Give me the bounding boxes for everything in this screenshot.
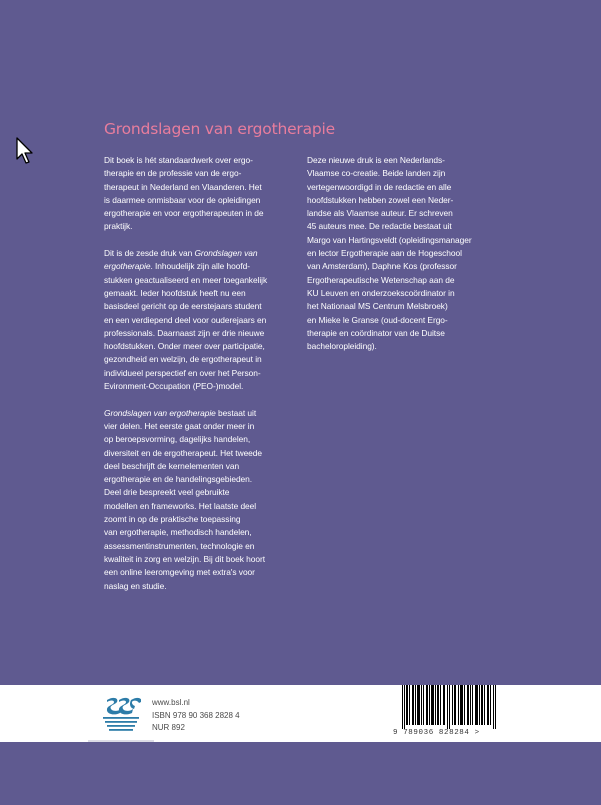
structure-title-italic: Grondslagen van ergotherapie xyxy=(104,407,216,418)
isbn-number: ISBN 978 90 368 2828 4 xyxy=(152,710,240,720)
structure-paragraph xyxy=(104,407,291,593)
publisher-footer xyxy=(0,685,601,742)
left-text-column xyxy=(104,154,291,606)
publication-info xyxy=(152,697,240,735)
edition-body: . Inhoudelijk zijn alle hoofd- stukken geactualiseerd en meer toegankelijk gemaakt. Ieder hoofdstuk heeft nu een basisdeel gericht op de eerstejaars student en een verdiepend deel voor ouderejaars en professionals. Daarnaast zijn er drie nieuwe hoofdstukken. Onder meer over participatie, gezondheid en welzijn, de ergotherapeut in individueel perspectief en over het Person- Evironment-Occupation (PEO-)model. xyxy=(104,261,268,392)
intro-paragraph: Dit boek is hét standaardwerk over ergo- therapie en de professie van de ergo- therapeut in Nederland en Vlaanderen. Het is daarmee onmisbaar voor de opleidingen ergotherapie en voor ergotherapeuten in de praktijk. xyxy=(104,155,264,232)
structure-body: bestaat uit vier delen. Het eerste gaat onder meer in op beroepsvorming, dagelijks handelen, diversiteit en de ergotherapeut. Het tweede deel beschrijft de kernelementen van ergotherapie en de handelingsgebieden. Deel drie bespreekt veel gebruikte modellen en frameworks. Het laatste deel zoomt in op de praktische toepassing van ergotherapie, methodisch handelen, assessmentinstrumenten, technologie en kwaliteit in zorg en welzijn. Bij dit boek hoort een online leeromgeving met extra's voor naslag en studie. xyxy=(104,407,265,591)
arrow-cursor-icon xyxy=(16,137,36,165)
bsl-logo-icon xyxy=(101,696,141,732)
footer-divider xyxy=(88,740,154,742)
authors-paragraph: Deze nieuwe druk is een Nederlands- Vlaamse co-creatie. Beide landen zijn vertegenwoordigd in de redactie en alle hoofdstukken hebben zowel een Neder- landse als Vlaamse auteur. Er schreven 45 auteurs mee. De redactie bestaat uit Margo van Hartingsveldt (opleidingsmanager en lector Ergotherapie aan de Hogeschool van Amsterdam), Daphne Kos (professor Ergotherapeutische Wetenschap aan de KU Leuven en onderzoekscoördinator in het Nationaal MS Centrum Melsbroek) en Mieke le Granse (oud-docent Ergo- therapie en coördinator van de Duitse bacheloropleiding). xyxy=(307,155,472,352)
barcode-block xyxy=(393,685,508,742)
barcode-digits: 9 789036 828284 > xyxy=(393,729,480,737)
edition-prefix: Dit is de zesde druk van xyxy=(104,248,195,259)
right-text-column xyxy=(307,154,487,367)
edition-paragraph xyxy=(104,247,291,393)
nur-code: NUR 892 xyxy=(152,723,185,732)
publisher-website[interactable]: www.bsl.nl xyxy=(152,698,190,707)
book-title: Grondslagen van ergotherapie xyxy=(104,120,335,138)
edition-title-italic: Grondslagen van ergotherapie xyxy=(104,248,258,272)
isbn-barcode-icon xyxy=(402,685,498,729)
